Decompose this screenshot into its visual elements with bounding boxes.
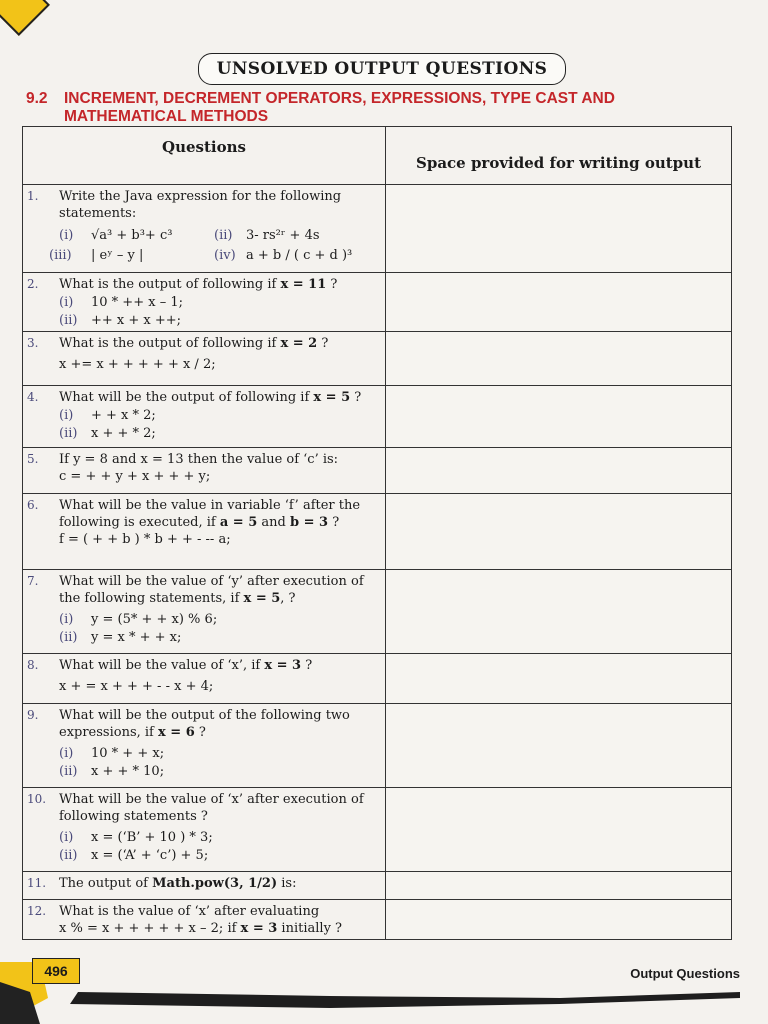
statement: x % = x + + + + + x – 2; if x = 3 initially ? <box>59 921 343 936</box>
statement: x += x + + + + + x / 2; <box>59 357 216 372</box>
question-text: What will be the output of the following two expressions, if x = 6 ? <box>59 708 350 740</box>
question-row <box>23 788 732 872</box>
question-row <box>23 494 732 570</box>
question-text: What will be the value of ‘x’ after execution of following statements ? <box>59 792 364 824</box>
part-label: (i) <box>59 612 74 627</box>
answer-space[interactable] <box>386 386 732 448</box>
answer-space[interactable] <box>386 185 732 273</box>
question-row <box>23 332 732 386</box>
statement: ++ x + x ++; <box>91 313 182 328</box>
question-number: 6. <box>27 498 39 512</box>
question-number: 5. <box>27 452 39 466</box>
question-row <box>23 448 732 494</box>
question-text: What will be the value of ‘y’ after execution of the following statements, if x = 5, ? <box>59 574 364 606</box>
answer-space[interactable] <box>386 494 732 570</box>
question-number: 4. <box>27 390 39 404</box>
section-title-line1: INCREMENT, DECREMENT OPERATORS, EXPRESSIONS, TYPE CAST AND <box>64 90 615 107</box>
page-number: 496 <box>32 958 80 984</box>
part-label: (iv) <box>214 248 236 263</box>
statement: f = ( + + b ) * b + + - -- a; <box>59 532 231 547</box>
questions-table <box>22 126 732 940</box>
question-number: 10. <box>27 792 47 806</box>
section-title-line2: MATHEMATICAL METHODS <box>64 108 269 125</box>
answer-space[interactable] <box>386 788 732 872</box>
question-row <box>23 900 732 940</box>
question-text: Write the Java expression for the following statements: <box>59 189 342 221</box>
question-number: 8. <box>27 658 39 672</box>
question-row <box>23 386 732 448</box>
answer-space[interactable] <box>386 654 732 704</box>
part-label: (iii) <box>49 248 72 263</box>
expression: 3- rs²ʳ + 4s <box>246 228 320 243</box>
answer-space[interactable] <box>386 570 732 654</box>
answer-space[interactable] <box>386 704 732 788</box>
part-label: (i) <box>59 746 74 761</box>
footer-stripe <box>70 992 740 1008</box>
question-text: What is the value of ‘x’ after evaluating <box>59 904 320 919</box>
questions-column-header: Questions <box>23 127 386 185</box>
section-heading <box>26 90 726 126</box>
part-label: (ii) <box>59 313 78 328</box>
statement: x + + * 10; <box>91 764 165 779</box>
question-text: If y = 8 and x = 13 then the value of ‘c’ is: <box>59 452 339 467</box>
answer-space[interactable] <box>386 273 732 332</box>
question-row <box>23 273 732 332</box>
expression: a + b / ( c + d )³ <box>246 248 353 263</box>
expression: | eʸ – y | <box>91 248 144 263</box>
statement: x + + * 2; <box>91 426 156 441</box>
statement: y = x * + + x; <box>91 630 182 645</box>
part-label: (i) <box>59 228 74 243</box>
question-number: 12. <box>27 904 47 918</box>
expression: √a³ + b³+ c³ <box>91 228 173 243</box>
footer-label: Output Questions <box>630 966 740 981</box>
corner-decoration <box>0 0 50 36</box>
question-row <box>23 704 732 788</box>
question-text: What is the output of following if x = 11 ? <box>59 277 338 292</box>
statement: 10 * + + x; <box>91 746 165 761</box>
part-label: (i) <box>59 830 74 845</box>
output-column-header: Space provided for writing output <box>386 127 732 185</box>
question-text: The output of Math.pow(3, 1/2) is: <box>59 876 297 891</box>
question-text: What will be the value in variable ‘f’ after the following is executed, if a = 5 and b = 3 ? <box>59 498 361 530</box>
statement: c = + + y + x + + + y; <box>59 469 211 484</box>
statement: x = (‘B’ + 10 ) * 3; <box>91 830 213 845</box>
question-row <box>23 570 732 654</box>
page-title: UNSOLVED OUTPUT QUESTIONS <box>198 53 566 85</box>
statement: y = (5* + + x) % 6; <box>91 612 218 627</box>
question-text: What will be the output of following if x = 5 ? <box>59 390 362 405</box>
statement: + + x * 2; <box>91 408 156 423</box>
section-number: 9.2 <box>26 90 48 107</box>
question-row <box>23 654 732 704</box>
question-number: 7. <box>27 574 39 588</box>
answer-space[interactable] <box>386 448 732 494</box>
question-number: 1. <box>27 189 39 203</box>
question-number: 2. <box>27 277 39 291</box>
answer-space[interactable] <box>386 900 732 940</box>
part-label: (ii) <box>214 228 233 243</box>
answer-space[interactable] <box>386 872 732 900</box>
part-label: (i) <box>59 408 74 423</box>
part-label: (ii) <box>59 426 78 441</box>
part-label: (ii) <box>59 764 78 779</box>
question-text: What is the output of following if x = 2 ? <box>59 336 329 351</box>
statement: 10 * ++ x – 1; <box>91 295 183 310</box>
question-row <box>23 872 732 900</box>
part-label: (ii) <box>59 848 78 863</box>
part-label: (ii) <box>59 630 78 645</box>
question-number: 9. <box>27 708 39 722</box>
question-row <box>23 185 732 273</box>
question-text: What will be the value of ‘x’, if x = 3 ? <box>59 658 313 673</box>
statement: x + = x + + + - - x + 4; <box>59 679 214 694</box>
part-label: (i) <box>59 295 74 310</box>
question-number: 3. <box>27 336 39 350</box>
statement: x = (‘A’ + ‘c’) + 5; <box>91 848 209 863</box>
question-number: 11. <box>27 876 47 890</box>
answer-space[interactable] <box>386 332 732 386</box>
